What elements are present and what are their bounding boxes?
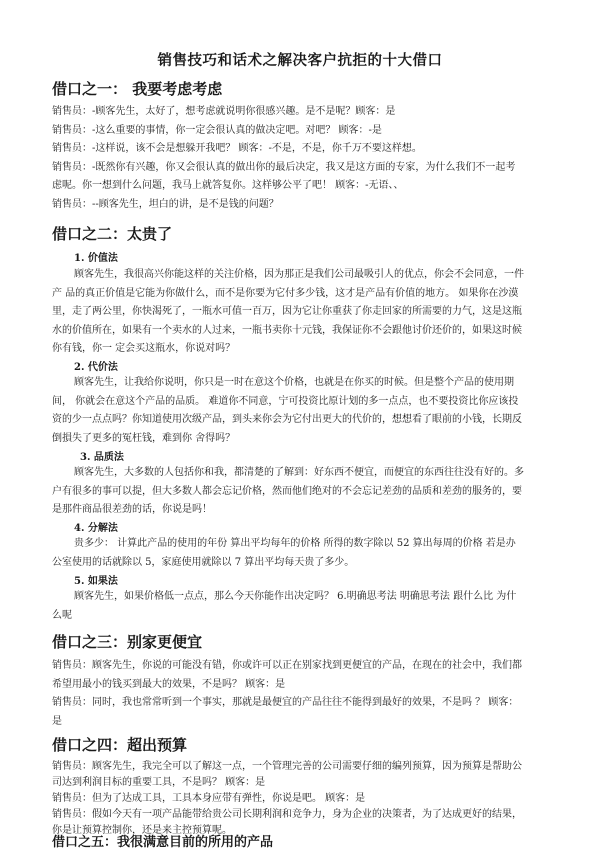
section-1-line: 销售员：-既然你有兴趣，你又会很认真的做出你的最后决定，我又是这方面的专家，为什么我们不一起考 xyxy=(52,161,516,173)
paragraph-line: 产 品的真正价值是它能为你做什么，而不是你要为它付多少钱，这才是产品有价值的地方。 如果你在沙漠 xyxy=(52,287,519,299)
section-4-line: 销售员：假如今天有一项产品能带给贵公司长期利润和竞争力，身为企业的决策者，为了达成更好的结果， xyxy=(52,809,522,820)
section-1-line: 销售员：-顾客先生，太好了，想考虑就说明你很感兴趣。是不是呢？顾客：是 xyxy=(52,106,396,117)
section-3-line: 销售员：顾客先生，你说的可能没有错，你或许可以正在别家找到更便宜的产品，在现在的社会中，我们都 xyxy=(52,660,522,671)
paragraph-line: 顾客先生，大多数的人包括你和我，都清楚的了解到：好东西不便宜，而便宜的东西往往没有好的。多 xyxy=(74,467,524,478)
section-1-line: 销售员：-这么重要的事情，你一定会很认真的做决定吧。对吧？ 顾客：-是 xyxy=(52,124,382,136)
subheading-breakdown-method: 4. 分解法 xyxy=(74,523,118,534)
section-4-line: 司达到利润目标的重要工具，不是吗？ 顾客：是 xyxy=(52,777,266,788)
paragraph-line: 你有钱，你一 定会买这瓶水，你说对吗？ xyxy=(52,343,236,355)
section-4-heading: 借口之四：超出预算 xyxy=(52,736,188,754)
subheading-if-method: 5. 如果法 xyxy=(74,576,118,587)
section-1-line: 虑呢。你一想到什么问题，我马上就答复你。这样够公平了吧！ 顾客：-无语、、 xyxy=(52,180,404,192)
paragraph-line: 顾客先生，让我给你说明，你只是一时在意这个价格，也就是在你买的时候。但是整个产品的使用期 xyxy=(74,377,514,388)
subheading-cost-method: 2. 代价法 xyxy=(74,362,118,373)
section-4-line: 你是让预算控制你，还是来主控预算呢。 xyxy=(52,825,232,836)
paragraph-line: 是那件商品很差劲的话，你说是吗！ xyxy=(52,504,212,516)
section-3-line: 希望用最小的钱买到最大的效果，不是吗？ 顾客：是 xyxy=(52,678,286,690)
document-title: 销售技巧和话术之解决客户抗拒的十大借口 xyxy=(157,52,443,69)
paragraph-line: 户有很多的事可以提，但大多数人都会忘记价格，然而他们绝对的不会忘记差劲的品质和差劲的服务的，要 xyxy=(52,485,522,497)
paragraph-line: 间， 你就会在意这个产品的品质。 难道你不同意，宁可投资比原计划的多一点点，也不要投资比你应该投 xyxy=(52,395,519,407)
paragraph-line: 贵多少： 计算此产品的使用的年份 算出平均每年的价格 所得的数字除以 52 算出每周的价格 若是办 xyxy=(74,538,516,549)
section-3-heading: 借口之三：别家更便宜 xyxy=(52,633,203,651)
paragraph-line: 里，走了两公里，你快渴死了，一瓶水可值一百万，因为它让你重获了你走回家的所需要的力气，这是这瓶 xyxy=(52,306,522,318)
paragraph-line: 公室使用的话就除以 5，家庭使用就除以 7 算出平均每天贵了多少。 xyxy=(52,556,355,568)
section-3-line: 是 xyxy=(52,715,62,727)
paragraph-line: 顾客先生，如果价格低一点点，那么今天你能作出决定吗？ 6.明确思考法 明确思考法 跟什么比 为什 xyxy=(74,591,517,602)
section-1-line: 销售员：-这样说，该不会是想躲开我吧？ 顾客：-不是，不是，你千万不要这样想。 xyxy=(52,143,422,155)
paragraph-line: 水的价值所在，如果有一个卖水的人过来，一瓶书卖你十元钱，我保证你不会跟他讨价还价的，如果这时候 xyxy=(52,324,522,336)
paragraph-line: 倒損失了更多的冤枉钱，难到你 舍得吗？ xyxy=(52,432,236,444)
subheading-value-method: 1. 价值法 xyxy=(74,253,118,264)
section-4-line: 销售员：但为了达成工具，工具本身应带有弹性，你说是吧。 顾客：是 xyxy=(52,793,366,804)
paragraph-line: 顾客先生，我很高兴你能这样的关注价格，因为那正是我们公司最吸引人的优点，你会不会同意，一件 xyxy=(74,269,524,280)
section-5-heading: 借口之五：我很满意目前的所用的产品 xyxy=(52,835,274,850)
section-3-line: 销售员：同时，我也常常听到一个事实，那就是最便宜的产品往往不能得到最好的效果，不是吗 ？ 顾客： xyxy=(52,697,519,709)
subheading-quality-method: 3. 品质法 xyxy=(80,452,124,463)
paragraph-line: 资的少一点点吗？你知道使用次级产品，到头来你会为它付出更大的代价的，想想看了眼前的小钱，长期反 xyxy=(52,414,522,426)
section-1-line: 销售员：--顾客先生，坦白的讲，是不是钱的问题？ xyxy=(52,199,279,210)
section-1-heading: 借口之一： 我要考虑考虑 xyxy=(52,80,223,98)
paragraph-line: 么呢 xyxy=(52,609,72,621)
section-4-line: 销售员：顾客先生，我完全可以了解这一点，一个管理完善的公司需要仔细的编列预算，因为预算是帮助公 xyxy=(52,761,522,772)
section-2-heading: 借口之二：太贵了 xyxy=(52,225,173,243)
